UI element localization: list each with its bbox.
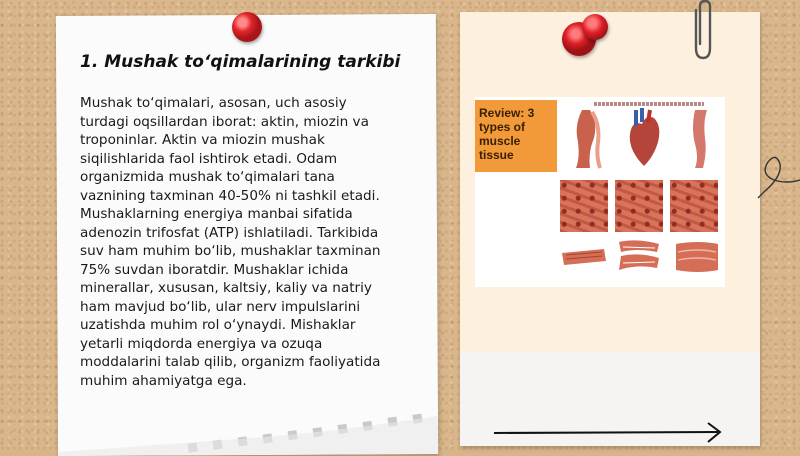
heart-organ-icon <box>624 106 664 170</box>
smooth-cell-illustration <box>674 240 720 274</box>
red-pushpin-right-top <box>582 14 608 40</box>
swirl-doodle-icon <box>756 150 800 200</box>
section-heading: 1. Mushak to‘qimalarining tarkibi <box>80 52 401 72</box>
red-pushpin-left <box>232 12 262 42</box>
skeletal-cell-illustration <box>560 245 608 269</box>
paperclip-icon <box>688 0 718 62</box>
smooth-tissue-micrograph <box>670 180 718 232</box>
skeletal-tissue-micrograph <box>560 180 608 232</box>
review-label: Review: 3 types of muscle tissue <box>475 100 557 172</box>
right-arrow-icon <box>492 420 724 446</box>
torn-paper-edge <box>58 404 438 456</box>
skeletal-muscle-organ-icon <box>568 108 608 170</box>
cardiac-cell-illustration <box>617 238 661 274</box>
cardiac-tissue-micrograph <box>615 180 663 232</box>
body-paragraph: Mushak to‘qimalari, asosan, uch asosiy turdagi oqsillardan iborat: aktin, miozin va troponinlar. Aktin va miozin mushak siqilishlarida faol ishtirok etadi. Odam organizmida mushak to‘qimalari tana vaznining taxminan 40-50% ni tashkil etadi. Mushaklarning energiya manbai sifatida adenozin trifosfat (ATP) ishlatiladi. Tarkibida suv ham muhim bo‘lib, mushaklar taxminan 75% suvdan iboratdir. Mushaklar ichida minerallar, xususan, kaltsiy, kaliy va natriy ham mavjud bo‘lib, ular nerv impulslarini uzatishda muhim rol o‘ynaydi. Mishaklar yetarli miqdorda energiya va ozuqa moddalarini talab qilib, organizm faoliyatida muhim ahamiyatga ega. <box>80 95 381 389</box>
smooth-muscle-organ-icon <box>685 108 715 170</box>
